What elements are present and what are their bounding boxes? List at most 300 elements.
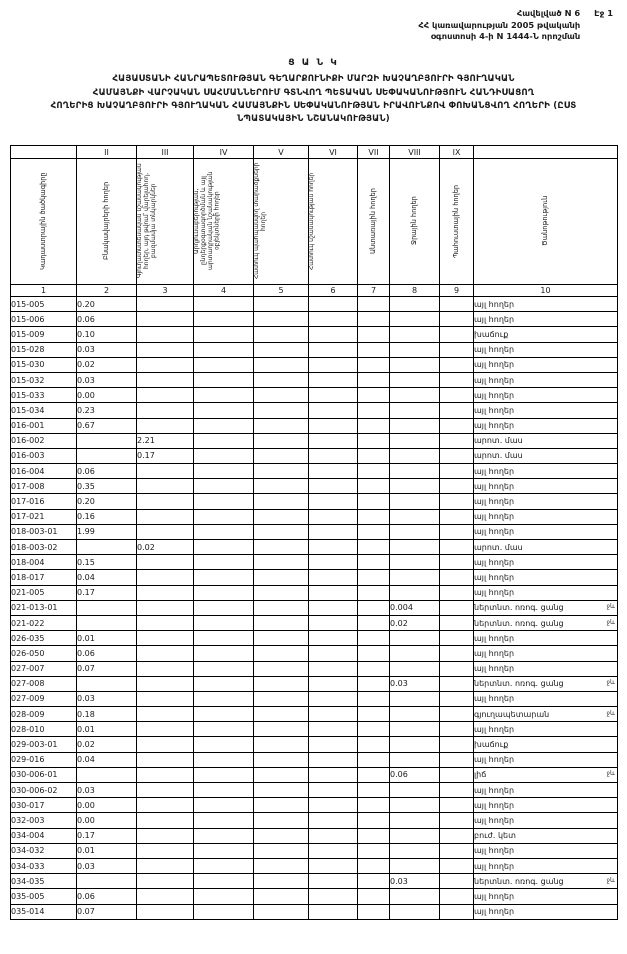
cell-area-col-2: 0.03 [77, 858, 137, 873]
cell-area-col-9 [440, 327, 474, 342]
col-rownum-3: 3 [137, 285, 194, 297]
table-body [11, 297, 618, 920]
cell-cadastral-code: 015-030 [11, 357, 77, 372]
table-row [11, 388, 618, 403]
note-marker: ջև [606, 876, 615, 884]
cell-area-col-8 [390, 798, 440, 813]
cell-note: այլ հողեր [474, 889, 618, 904]
cell-area-col-8: 0.02 [390, 615, 440, 630]
cell-area-col-5 [254, 646, 309, 661]
table-row [11, 327, 618, 342]
col-rownum-1: 1 [11, 285, 77, 297]
cell-area-col-3 [137, 813, 194, 828]
cell-area-col-6 [309, 600, 358, 615]
cell-area-col-2: 0.04 [77, 570, 137, 585]
cell-cadastral-code: 015-005 [11, 297, 77, 312]
table-row [11, 615, 618, 630]
cell-area-col-6 [309, 464, 358, 479]
cell-note: այլ հողեր [474, 904, 618, 919]
table-row [11, 464, 618, 479]
cell-area-col-2: 0.06 [77, 889, 137, 904]
cell-area-col-4 [194, 297, 254, 312]
cell-area-col-4 [194, 858, 254, 873]
cell-area-col-6 [309, 874, 358, 889]
cell-area-col-3 [137, 904, 194, 919]
cell-area-col-3 [137, 722, 194, 737]
col-header-cadastral-code-text: Կադաստրային ծածկագիրը [38, 171, 47, 270]
cell-area-col-7 [358, 798, 390, 813]
cell-note: արոտ. մաս [474, 540, 618, 555]
cell-area-col-4 [194, 737, 254, 752]
table-row [11, 433, 618, 448]
cell-area-col-9 [440, 418, 474, 433]
cell-area-col-9 [440, 691, 474, 706]
col-header-industrial-lands [194, 159, 254, 285]
cell-cadastral-code: 034-004 [11, 828, 77, 843]
cell-cadastral-code: 028-010 [11, 722, 77, 737]
cell-area-col-9 [440, 388, 474, 403]
cell-note: այլ հողեր [474, 418, 618, 433]
page-number: Էջ 1 [594, 8, 613, 18]
cell-note: խաճուք [474, 737, 618, 752]
cell-area-col-6 [309, 843, 358, 858]
col-header-water-lands-text: Ջրային հողեր [409, 196, 418, 245]
cell-area-col-7 [358, 570, 390, 585]
cell-area-col-2: 0.23 [77, 403, 137, 418]
cell-area-col-8 [390, 585, 440, 600]
col-header-special-purpose [309, 159, 358, 285]
cell-area-col-7 [358, 600, 390, 615]
cell-area-col-9 [440, 752, 474, 767]
cell-area-col-6 [309, 813, 358, 828]
cell-cadastral-code: 035-005 [11, 889, 77, 904]
cell-area-col-8: 0.03 [390, 874, 440, 889]
note-marker: ջև [606, 603, 615, 611]
cell-area-col-4 [194, 889, 254, 904]
table-row [11, 524, 618, 539]
cell-area-col-8 [390, 448, 440, 463]
note-marker: ջև [606, 709, 615, 717]
cell-area-col-5 [254, 752, 309, 767]
cell-area-col-9 [440, 783, 474, 798]
cell-area-col-9 [440, 524, 474, 539]
cell-area-col-7 [358, 828, 390, 843]
cell-area-col-3 [137, 297, 194, 312]
cell-cadastral-code: 026-035 [11, 631, 77, 646]
cell-area-col-7 [358, 874, 390, 889]
cell-area-col-7 [358, 540, 390, 555]
cell-area-col-4 [194, 479, 254, 494]
cell-cadastral-code: 017-021 [11, 509, 77, 524]
cell-area-col-7 [358, 494, 390, 509]
cell-cadastral-code: 029-003-01 [11, 737, 77, 752]
cell-area-col-9 [440, 570, 474, 585]
cell-area-col-4 [194, 646, 254, 661]
cell-area-col-6 [309, 357, 358, 372]
cell-area-col-3 [137, 403, 194, 418]
cell-note: այլ հողեր [474, 843, 618, 858]
cell-note: բուժ. կետ [474, 828, 618, 843]
cell-area-col-7 [358, 433, 390, 448]
table-row [11, 555, 618, 570]
cell-area-col-3 [137, 312, 194, 327]
appendix-reference [418, 8, 580, 43]
cell-area-col-3 [137, 707, 194, 722]
cell-area-col-7 [358, 403, 390, 418]
cell-area-col-8: 0.06 [390, 767, 440, 782]
cell-area-col-6 [309, 540, 358, 555]
cell-area-col-3 [137, 357, 194, 372]
cell-area-col-9 [440, 448, 474, 463]
cell-area-col-8 [390, 737, 440, 752]
cell-area-col-9 [440, 357, 474, 372]
cell-area-col-5 [254, 600, 309, 615]
cell-area-col-4 [194, 418, 254, 433]
cell-area-col-9 [440, 433, 474, 448]
cell-area-col-7 [358, 388, 390, 403]
cell-area-col-8 [390, 813, 440, 828]
cell-area-col-6 [309, 342, 358, 357]
table-row [11, 540, 618, 555]
cell-area-col-8 [390, 828, 440, 843]
cell-area-col-4 [194, 312, 254, 327]
cell-area-col-7 [358, 889, 390, 904]
cell-area-col-5 [254, 403, 309, 418]
cell-area-col-4 [194, 600, 254, 615]
cell-area-col-4 [194, 372, 254, 387]
cell-note: այլ հողեր [474, 646, 618, 661]
cell-area-col-8 [390, 646, 440, 661]
cell-area-col-6 [309, 388, 358, 403]
cell-area-col-8 [390, 327, 440, 342]
cell-area-col-5 [254, 631, 309, 646]
cell-area-col-5 [254, 813, 309, 828]
cell-area-col-3 [137, 889, 194, 904]
cell-area-col-2: 0.03 [77, 783, 137, 798]
cell-area-col-4 [194, 691, 254, 706]
cell-area-col-3 [137, 555, 194, 570]
decree-line-2: օգոստոսի 4-ի N 1444-Ն որոշման [430, 31, 581, 42]
cell-area-col-2: 0.00 [77, 798, 137, 813]
cell-area-col-8 [390, 464, 440, 479]
cell-area-col-9 [440, 828, 474, 843]
col-rownum-6: 6 [309, 285, 358, 297]
cell-cadastral-code: 018-003-02 [11, 540, 77, 555]
cell-note: այլ հողեր [474, 342, 618, 357]
cell-area-col-7 [358, 418, 390, 433]
cell-area-col-8 [390, 707, 440, 722]
col-header-protected-areas [254, 159, 309, 285]
note-marker: ջև [606, 679, 615, 687]
cell-area-col-3 [137, 615, 194, 630]
cell-area-col-8 [390, 555, 440, 570]
cell-cadastral-code: 034-033 [11, 858, 77, 873]
cell-note: այլ հողեր [474, 524, 618, 539]
cell-area-col-6 [309, 615, 358, 630]
cell-area-col-5 [254, 722, 309, 737]
cell-area-col-4 [194, 904, 254, 919]
cell-area-col-7 [358, 707, 390, 722]
cell-area-col-5 [254, 585, 309, 600]
col-header-notes [474, 159, 618, 285]
land-registry-table-wrapper [10, 145, 617, 920]
cell-area-col-8 [390, 722, 440, 737]
col-header-protected-areas-text: Հատուկ պահպանվող տարածքների հողեր [253, 162, 267, 279]
cell-area-col-8 [390, 357, 440, 372]
cell-cadastral-code: 030-017 [11, 798, 77, 813]
table-row [11, 707, 618, 722]
cell-area-col-2: 0.01 [77, 722, 137, 737]
cell-area-col-3 [137, 585, 194, 600]
cell-cadastral-code: 021-013-01 [11, 600, 77, 615]
cell-cadastral-code: 018-004 [11, 555, 77, 570]
cell-cadastral-code: 026-050 [11, 646, 77, 661]
cell-area-col-3 [137, 783, 194, 798]
col-numeral-2: II [77, 146, 137, 159]
cell-area-col-9 [440, 798, 474, 813]
cell-area-col-7 [358, 691, 390, 706]
cell-area-col-4 [194, 615, 254, 630]
cell-area-col-5 [254, 509, 309, 524]
cell-area-col-7 [358, 524, 390, 539]
cell-area-col-7 [358, 448, 390, 463]
cell-area-col-8 [390, 540, 440, 555]
cell-area-col-5 [254, 418, 309, 433]
cell-area-col-5 [254, 858, 309, 873]
cell-area-col-4 [194, 524, 254, 539]
cell-area-col-3: 2.21 [137, 433, 194, 448]
cell-note: ներտնտ. ոռոգ. ցանց ջև [474, 676, 618, 691]
cell-cadastral-code: 027-008 [11, 676, 77, 691]
table-row [11, 843, 618, 858]
cell-cadastral-code: 030-006-01 [11, 767, 77, 782]
cell-area-col-8 [390, 312, 440, 327]
cell-area-col-7 [358, 555, 390, 570]
cell-cadastral-code: 016-001 [11, 418, 77, 433]
table-row [11, 342, 618, 357]
cell-area-col-8 [390, 783, 440, 798]
cell-cadastral-code: 015-033 [11, 388, 77, 403]
col-rownum-9: 9 [440, 285, 474, 297]
cell-area-col-7 [358, 783, 390, 798]
cell-area-col-7 [358, 357, 390, 372]
cell-note: խաճուք [474, 327, 618, 342]
col-numeral-3: III [137, 146, 194, 159]
title-line-4: ՆՊԱՏԱԿԱՅԻՆ ՆՇԱՆԱԿՈՒԹՅԱՆ) [237, 114, 390, 125]
cell-area-col-5 [254, 843, 309, 858]
cell-cadastral-code: 015-009 [11, 327, 77, 342]
cell-area-col-2: 0.17 [77, 585, 137, 600]
cell-area-col-9 [440, 372, 474, 387]
cell-area-col-2: 0.04 [77, 752, 137, 767]
cell-area-col-9 [440, 904, 474, 919]
cell-area-col-3 [137, 342, 194, 357]
cell-area-col-9 [440, 540, 474, 555]
cell-area-col-4 [194, 676, 254, 691]
cell-area-col-5 [254, 388, 309, 403]
cell-area-col-4 [194, 494, 254, 509]
cell-area-col-5 [254, 874, 309, 889]
cell-area-col-3 [137, 646, 194, 661]
cell-area-col-4 [194, 585, 254, 600]
cell-area-col-8 [390, 904, 440, 919]
cell-area-col-2: 0.01 [77, 631, 137, 646]
cell-area-col-3 [137, 570, 194, 585]
col-rownum-7: 7 [358, 285, 390, 297]
cell-area-col-8 [390, 843, 440, 858]
cell-area-col-2 [77, 600, 137, 615]
cell-area-col-5 [254, 433, 309, 448]
table-row [11, 889, 618, 904]
cell-area-col-7 [358, 722, 390, 737]
cell-note: այլ հողեր [474, 312, 618, 327]
table-row [11, 600, 618, 615]
cell-area-col-5 [254, 540, 309, 555]
col-rownum-4: 4 [194, 285, 254, 297]
cell-note: այլ հողեր [474, 372, 618, 387]
cell-area-col-6 [309, 646, 358, 661]
cell-area-col-2: 0.17 [77, 828, 137, 843]
cell-area-col-6 [309, 752, 358, 767]
cell-cadastral-code: 017-008 [11, 479, 77, 494]
cell-area-col-6 [309, 737, 358, 752]
cell-note: այլ հողեր [474, 798, 618, 813]
table-row [11, 661, 618, 676]
col-header-agricultural-lands [137, 159, 194, 285]
cell-area-col-5 [254, 707, 309, 722]
cell-area-col-9 [440, 843, 474, 858]
cell-note: այլ հողեր [474, 570, 618, 585]
cell-area-col-9 [440, 722, 474, 737]
cell-area-col-8 [390, 509, 440, 524]
cell-note: այլ հողեր [474, 403, 618, 418]
cell-area-col-7 [358, 843, 390, 858]
cell-area-col-5 [254, 783, 309, 798]
cell-area-col-4 [194, 813, 254, 828]
document-header [0, 8, 627, 43]
cell-area-col-3 [137, 418, 194, 433]
cell-area-col-3 [137, 372, 194, 387]
cell-area-col-7 [358, 615, 390, 630]
cell-area-col-4 [194, 570, 254, 585]
note-marker: ջև [606, 618, 615, 626]
cell-area-col-2: 0.01 [77, 843, 137, 858]
cell-cadastral-code: 027-007 [11, 661, 77, 676]
cell-area-col-3 [137, 600, 194, 615]
cell-area-col-9 [440, 767, 474, 782]
cell-area-col-9 [440, 585, 474, 600]
table-row [11, 676, 618, 691]
cell-area-col-8 [390, 494, 440, 509]
cell-note: այլ հողեր [474, 858, 618, 873]
cell-area-col-3: 0.02 [137, 540, 194, 555]
cell-area-col-6 [309, 418, 358, 433]
page-title [0, 56, 627, 127]
cell-area-col-7 [358, 342, 390, 357]
col-rownum-2: 2 [77, 285, 137, 297]
cell-area-col-3 [137, 843, 194, 858]
cell-area-col-2 [77, 676, 137, 691]
cell-area-col-5 [254, 312, 309, 327]
cell-area-col-4 [194, 783, 254, 798]
cell-area-col-5 [254, 676, 309, 691]
cell-area-col-6 [309, 403, 358, 418]
cell-area-col-7 [358, 479, 390, 494]
cell-note: ներտնտ. ոռոգ. ցանց ջև [474, 600, 618, 615]
cell-note: այլ հողեր [474, 783, 618, 798]
cell-area-col-2 [77, 767, 137, 782]
cell-area-col-2: 0.20 [77, 494, 137, 509]
table-row [11, 448, 618, 463]
cell-area-col-9 [440, 494, 474, 509]
cell-area-col-3 [137, 874, 194, 889]
cell-area-col-6 [309, 327, 358, 342]
cell-note: այլ հողեր [474, 509, 618, 524]
cell-area-col-4 [194, 342, 254, 357]
cell-area-col-2: 0.02 [77, 737, 137, 752]
cell-area-col-6 [309, 479, 358, 494]
cell-area-col-8 [390, 297, 440, 312]
cell-area-col-6 [309, 494, 358, 509]
cell-area-col-3 [137, 479, 194, 494]
cell-note: այլ հողեր [474, 297, 618, 312]
cell-area-col-5 [254, 737, 309, 752]
cell-area-col-4 [194, 357, 254, 372]
table-row [11, 403, 618, 418]
cell-area-col-8 [390, 752, 440, 767]
cell-area-col-6 [309, 372, 358, 387]
col-header-forest-lands-text: Անտառային հողեր [368, 187, 377, 254]
cell-area-col-8 [390, 631, 440, 646]
cell-area-col-7 [358, 646, 390, 661]
cell-area-col-9 [440, 464, 474, 479]
title-line-1: ՀԱՅԱՍՏԱՆԻ ՀԱՆՐԱՊԵՏՈՒԹՅԱՆ ԳԵՂԱՐՔՈՒՆԻՔԻ ՄԱՐԶԻ ԽԱՉԱՂԲՅՈՒՐԻ ԳՅՈՒՂԱԿԱՆ [112, 74, 515, 85]
cell-area-col-7 [358, 297, 390, 312]
cell-area-col-6 [309, 509, 358, 524]
table-row [11, 418, 618, 433]
cell-cadastral-code: 015-032 [11, 372, 77, 387]
cell-note: այլ հողեր [474, 494, 618, 509]
cell-area-col-9 [440, 403, 474, 418]
cell-cadastral-code: 015-006 [11, 312, 77, 327]
cell-area-col-6 [309, 524, 358, 539]
cell-area-col-4 [194, 874, 254, 889]
cell-area-col-9 [440, 479, 474, 494]
col-rownum-10: 10 [474, 285, 618, 297]
cell-note: այլ հողեր [474, 585, 618, 600]
cell-area-col-5 [254, 464, 309, 479]
cell-area-col-6 [309, 767, 358, 782]
cell-area-col-7 [358, 752, 390, 767]
cell-area-col-9 [440, 631, 474, 646]
cell-area-col-3 [137, 327, 194, 342]
cell-area-col-7 [358, 858, 390, 873]
cell-area-col-5 [254, 494, 309, 509]
table-row [11, 858, 618, 873]
cell-area-col-6 [309, 798, 358, 813]
cell-note: արոտ. մաս [474, 448, 618, 463]
cell-note: այլ հողեր [474, 479, 618, 494]
cell-cadastral-code: 029-016 [11, 752, 77, 767]
table-row [11, 570, 618, 585]
cell-area-col-6 [309, 828, 358, 843]
cell-cadastral-code: 035-014 [11, 904, 77, 919]
cell-area-col-6 [309, 297, 358, 312]
cell-area-col-4 [194, 327, 254, 342]
cell-area-col-4 [194, 388, 254, 403]
cell-area-col-3 [137, 691, 194, 706]
cell-area-col-4 [194, 707, 254, 722]
